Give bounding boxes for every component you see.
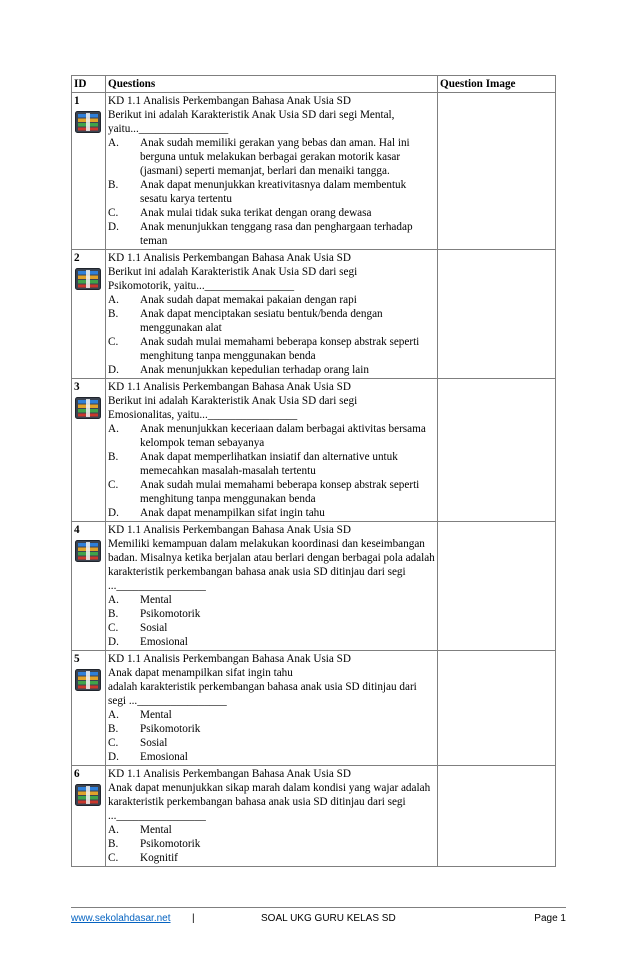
question-line: Berikut ini adalah Karakteristik Anak Usia SD dari segi: [108, 395, 358, 407]
option-text: Psikomotorik: [140, 723, 201, 735]
option-text: Anak sudah memiliki gerakan yang bebas dan aman. Hal ini berguna untuk melakukan berbagai gerakan motorik kasar (jasmani) seperti memanjat, berlari dan menaiki tangga.: [140, 137, 410, 177]
question-line: Psikomotorik, yaitu...________________: [108, 280, 295, 292]
answer-option: [108, 335, 435, 363]
header-questions: Questions: [106, 76, 438, 93]
footer-separator: |: [192, 913, 195, 924]
option-letter: B.: [108, 451, 119, 463]
answer-option: [108, 621, 435, 635]
table-row: [72, 379, 556, 522]
option-text: Sosial: [140, 737, 168, 749]
option-text: Sosial: [140, 622, 168, 634]
option-text: Mental: [140, 594, 172, 606]
option-text: Anak sudah mulai memahami beberapa konsep abstrak seperti menghitung tanpa menggunakan benda: [140, 479, 420, 505]
question-text-cell: [106, 522, 438, 651]
answer-option: [108, 750, 435, 764]
question-line: Berikut ini adalah Karakteristik Anak Usia SD dari segi Mental,: [108, 109, 395, 121]
answer-option: [108, 722, 435, 736]
archive-books-icon: [75, 540, 101, 562]
answer-option: [108, 837, 435, 851]
option-letter: C.: [108, 852, 119, 864]
question-id: 6: [74, 768, 80, 780]
question-id-cell: [72, 379, 106, 522]
option-letter: C.: [108, 622, 119, 634]
option-letter: B.: [108, 179, 119, 191]
question-image-cell: [438, 651, 556, 766]
option-text: Psikomotorik: [140, 838, 201, 850]
option-letter: D.: [108, 507, 119, 519]
question-text-cell: [106, 250, 438, 379]
answer-option: [108, 607, 435, 621]
question-line: KD 1.1 Analisis Perkembangan Bahasa Anak Usia SD: [108, 768, 351, 780]
question-id: 1: [74, 95, 80, 107]
question-image-cell: [438, 522, 556, 651]
archive-books-icon: [75, 268, 101, 290]
answer-option: [108, 708, 435, 722]
answer-option: [108, 506, 435, 520]
option-letter: D.: [108, 221, 119, 233]
question-line: Anak dapat menampilkan sifat ingin tahu: [108, 667, 293, 679]
archive-books-icon: [75, 397, 101, 419]
question-id: 2: [74, 252, 80, 264]
option-letter: A.: [108, 824, 119, 836]
question-image-cell: [438, 250, 556, 379]
question-paragraph: Memiliki kemampuan dalam melakukan koordinasi dan keseimbangan badan. Misalnya ketika berjalan atau berlari dengan berbagai pola adalah karakteristik perkembangan bahasa anak usia SD ditinjau dari segi ...________________: [108, 538, 435, 592]
option-letter: D.: [108, 364, 119, 376]
table-row: [72, 93, 556, 250]
option-letter: B.: [108, 308, 119, 320]
archive-books-icon: [75, 669, 101, 691]
question-text-cell: [106, 651, 438, 766]
option-letter: B.: [108, 838, 119, 850]
question-image-cell: [438, 766, 556, 867]
answer-option: [108, 206, 435, 220]
option-text: Anak menunjukkan kepedulian terhadap orang lain: [140, 364, 369, 376]
answer-option: [108, 363, 435, 377]
question-id-cell: [72, 522, 106, 651]
option-text: Anak sudah mulai memahami beberapa konsep abstrak seperti menghitung tanpa menggunakan benda: [140, 336, 420, 362]
question-paragraph: adalah karakteristik perkembangan bahasa anak usia SD ditinjau dari segi ...________________: [108, 681, 417, 707]
option-text: Emosional: [140, 751, 188, 763]
question-id: 5: [74, 653, 80, 665]
table-body: [72, 93, 556, 867]
question-line: Emosionalitas, yaitu...________________: [108, 409, 298, 421]
option-text: Kognitif: [140, 852, 178, 864]
archive-books-icon: [75, 111, 101, 133]
question-line: Berikut ini adalah Karakteristik Anak Usia SD dari segi: [108, 266, 358, 278]
question-text-cell: [106, 379, 438, 522]
question-image-cell: [438, 93, 556, 250]
answer-option: [108, 851, 435, 865]
question-paragraph: Anak dapat menunjukkan sikap marah dalam kondisi yang wajar adalah karakteristik perkembangan bahasa anak usia SD ditinjau dari segi ...________________: [108, 782, 431, 822]
option-text: Mental: [140, 824, 172, 836]
question-text-cell: [106, 93, 438, 250]
table-header-row: [72, 76, 556, 93]
answer-option: [108, 736, 435, 750]
header-question-image: Question Image: [438, 76, 556, 93]
question-id-cell: [72, 250, 106, 379]
option-letter: A.: [108, 137, 119, 149]
table-row: [72, 522, 556, 651]
table-row: [72, 766, 556, 867]
option-letter: D.: [108, 636, 119, 648]
table-row: [72, 250, 556, 379]
option-text: Anak dapat menciptakan sesiatu bentuk/benda dengan menggunakan alat: [140, 308, 383, 334]
option-text: Anak dapat menampilkan sifat ingin tahu: [140, 507, 325, 519]
question-id: 3: [74, 381, 80, 393]
question-id-cell: [72, 651, 106, 766]
option-letter: A.: [108, 423, 119, 435]
option-letter: B.: [108, 723, 119, 735]
option-text: Anak dapat menunjukkan kreativitasnya dalam membentuk sesatu karya tertentu: [140, 179, 407, 205]
option-letter: C.: [108, 479, 119, 491]
footer-title: SOAL UKG GURU KELAS SD: [261, 913, 396, 924]
footer-link[interactable]: www.sekolahdasar.net: [71, 913, 171, 924]
option-letter: C.: [108, 737, 119, 749]
option-letter: A.: [108, 594, 119, 606]
question-line: KD 1.1 Analisis Perkembangan Bahasa Anak Usia SD: [108, 381, 351, 393]
option-text: Anak menunjukkan tenggang rasa dan penghargaan terhadap teman: [140, 221, 413, 247]
option-letter: C.: [108, 207, 119, 219]
question-line: yaitu...________________: [108, 123, 229, 135]
option-letter: D.: [108, 751, 119, 763]
question-line: KD 1.1 Analisis Perkembangan Bahasa Anak Usia SD: [108, 95, 351, 107]
question-line: KD 1.1 Analisis Perkembangan Bahasa Anak Usia SD: [108, 252, 351, 264]
page-number: Page 1: [534, 913, 566, 924]
question-image-cell: [438, 379, 556, 522]
answer-option: [108, 450, 435, 478]
answer-option: [108, 635, 435, 649]
option-text: Mental: [140, 709, 172, 721]
page-footer: [71, 907, 566, 924]
option-letter: B.: [108, 608, 119, 620]
archive-books-icon: [75, 784, 101, 806]
answer-option: [108, 307, 435, 335]
table-row: [72, 651, 556, 766]
answer-option: [108, 220, 435, 248]
question-id: 4: [74, 524, 80, 536]
option-text: Psikomotorik: [140, 608, 201, 620]
option-text: Anak dapat memperlihatkan insiatif dan alternative untuk memecahkan masalah-masalah tertentu: [140, 451, 398, 477]
option-text: Emosional: [140, 636, 188, 648]
answer-option: [108, 178, 435, 206]
answer-option: [108, 136, 435, 178]
option-text: Anak mulai tidak suka terikat dengan orang dewasa: [140, 207, 372, 219]
questions-table: [71, 75, 556, 867]
question-line: KD 1.1 Analisis Perkembangan Bahasa Anak Usia SD: [108, 524, 351, 536]
header-id: ID: [72, 76, 106, 93]
question-id-cell: [72, 93, 106, 250]
option-text: Anak menunjukkan keceriaan dalam berbagai aktivitas bersama kelompok teman sebayanya: [140, 423, 426, 449]
option-text: Anak sudah dapat memakai pakaian dengan rapi: [140, 294, 357, 306]
question-line: KD 1.1 Analisis Perkembangan Bahasa Anak Usia SD: [108, 653, 351, 665]
option-letter: A.: [108, 294, 119, 306]
question-id-cell: [72, 766, 106, 867]
question-text-cell: [106, 766, 438, 867]
option-letter: A.: [108, 709, 119, 721]
option-letter: C.: [108, 336, 119, 348]
answer-option: [108, 293, 435, 307]
answer-option: [108, 593, 435, 607]
answer-option: [108, 478, 435, 506]
answer-option: [108, 422, 435, 450]
answer-option: [108, 823, 435, 837]
